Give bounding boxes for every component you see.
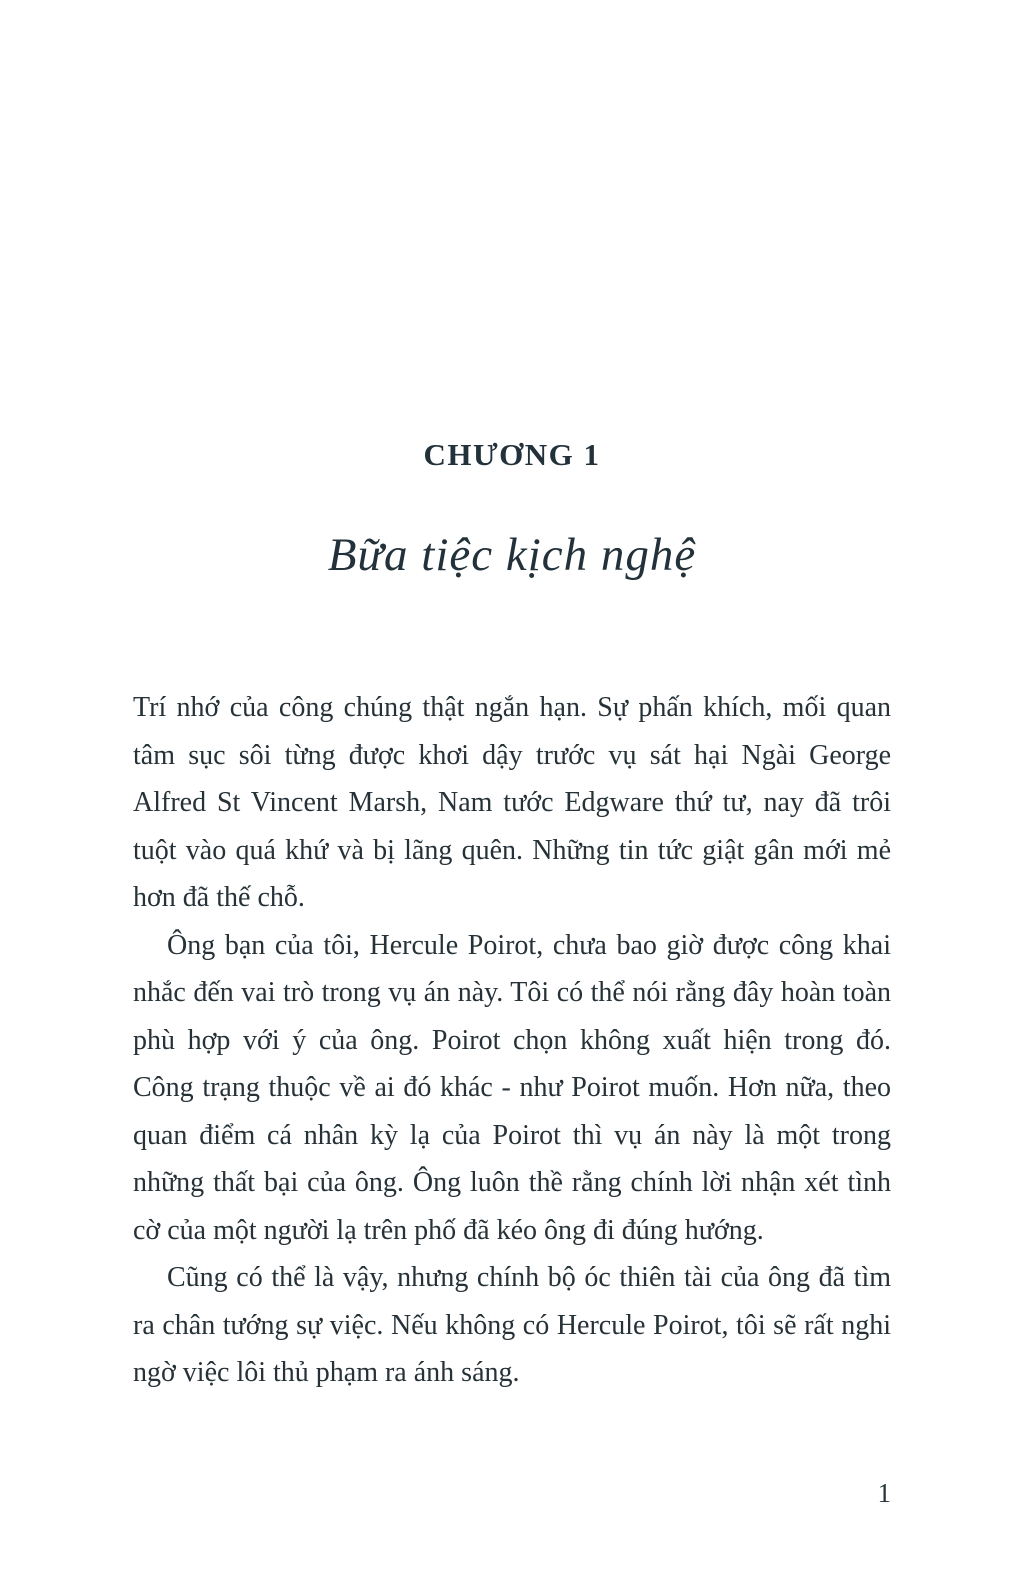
chapter-heading: CHƯƠNG 1 [423,437,601,472]
body-paragraph: Cũng có thể là vậy, nhưng chính bộ óc thiên tài của ông đã tìm ra chân tướng sự việc. Nếu không có Hercule Poirot, tôi sẽ rất nghi ngờ việc lôi thủ phạm ra ánh sáng. [133,1262,891,1388]
body-text [133,684,891,1397]
page-number: 1 [877,1478,891,1508]
body-paragraph: Ông bạn của tôi, Hercule Poirot, chưa bao giờ được công khai nhắc đến vai trò trong vụ án này. Tôi có thể nói rằng đây hoàn toàn phù hợp với ý của ông. Poirot chọn không xuất hiện trong đó. Công trạng thuộc về ai đó khác - như Poirot muốn. Hơn nữa, theo quan điểm cá nhân kỳ lạ của Poirot thì vụ án này là một trong những thất bại của ông. Ông luôn thề rằng chính lời nhận xét tình cờ của một người lạ trên phố đã kéo ông đi đúng hướng. [133,929,891,1246]
chapter-title: Bữa tiệc kịch nghệ [327,529,697,581]
body-paragraph: Trí nhớ của công chúng thật ngắn hạn. Sự phấn khích, mối quan tâm sục sôi từng được khơi dậy trước vụ sát hại Ngài George Alfred St Vincent Marsh, Nam tước Edgware thứ tư, nay đã trôi tuột vào quá khứ và bị lãng quên. Những tin tức giật gân mới mẻ hơn đã thế chỗ. [133,692,891,913]
